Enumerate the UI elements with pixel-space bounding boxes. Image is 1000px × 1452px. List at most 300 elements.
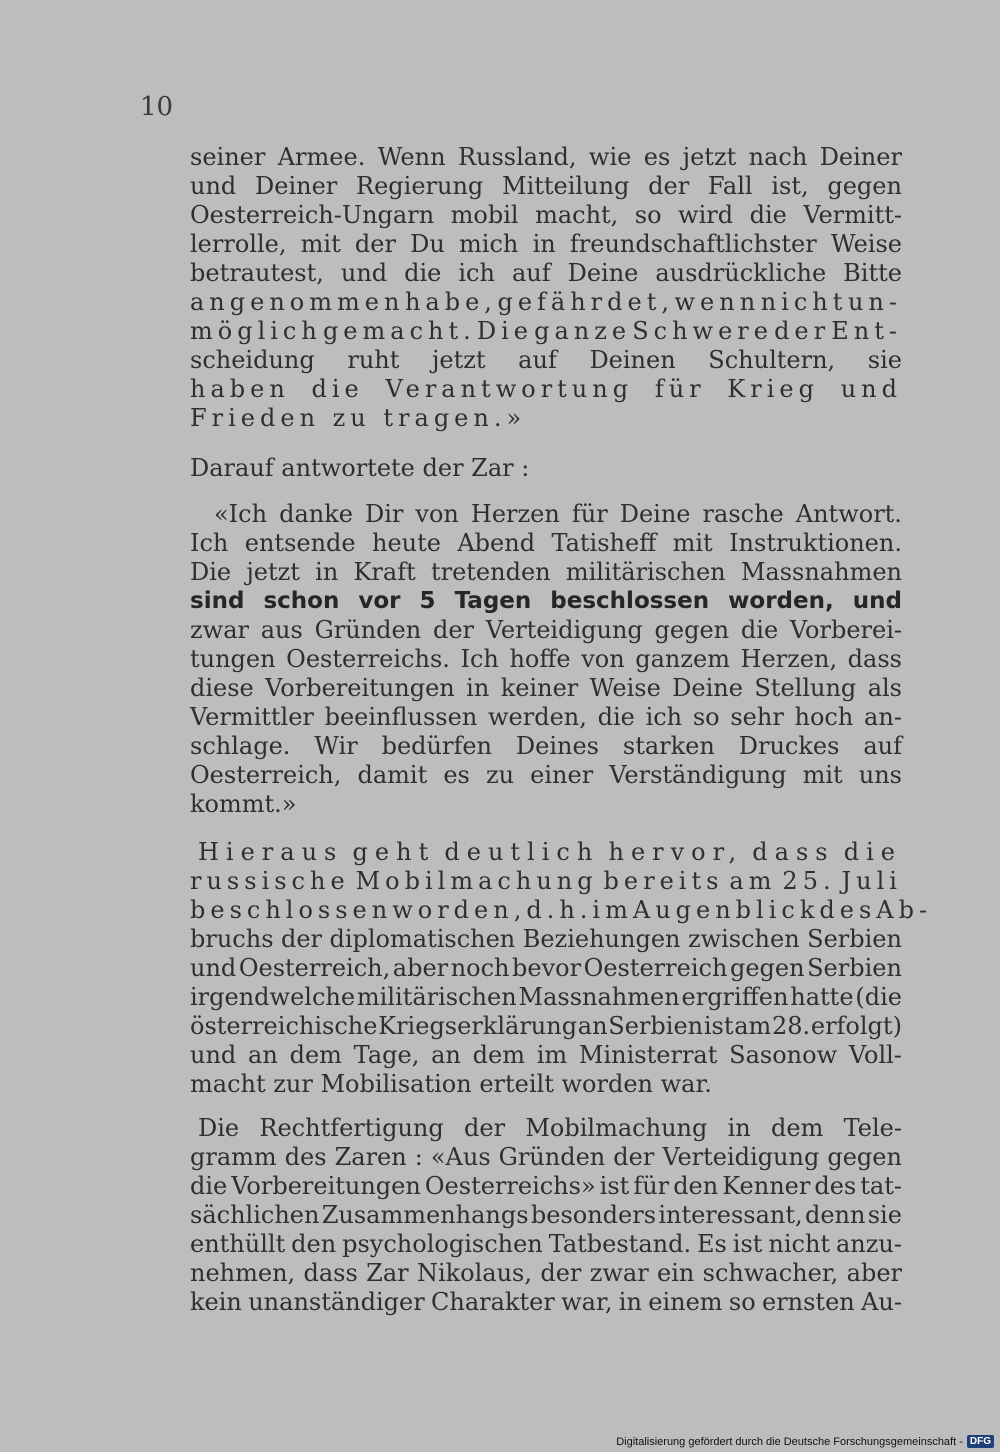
text-line: Frieden zu tragen.»	[190, 404, 527, 432]
word: Juli	[841, 867, 902, 895]
word: ist	[703, 1012, 734, 1040]
word: die	[740, 616, 779, 644]
word: tat-	[860, 1172, 902, 1200]
word: Ich	[460, 645, 499, 673]
text-line	[190, 1012, 902, 1041]
text-line	[190, 1041, 902, 1070]
word: in	[466, 674, 490, 702]
text-line	[190, 954, 902, 983]
word: interessant,	[658, 1201, 803, 1229]
word: Augenblick	[632, 896, 820, 924]
word: Ministerrat	[578, 1041, 718, 1069]
word: angenommen	[190, 288, 405, 316]
word: damit	[357, 761, 428, 789]
text-line	[190, 732, 902, 761]
word: Ab-	[876, 896, 933, 924]
word: möglich	[190, 317, 322, 345]
word: ich	[458, 259, 495, 287]
word: geht	[352, 838, 436, 866]
word: der	[774, 317, 831, 345]
word: Oesterreichs.	[286, 645, 450, 673]
word: war,	[561, 1288, 613, 1316]
word: :	[414, 1143, 423, 1171]
word: beschlossen	[190, 896, 393, 924]
word: Zaren	[334, 1143, 407, 1171]
word: «Ich	[214, 500, 268, 528]
word: des	[819, 896, 877, 924]
word: ruht	[347, 346, 400, 374]
word: österreichische	[190, 1012, 378, 1040]
word: Deine	[619, 500, 691, 528]
word: ausdrückliche	[655, 259, 827, 287]
word: Verantwortung	[385, 375, 634, 403]
word: einem	[648, 1288, 723, 1316]
word: einer	[530, 761, 594, 789]
word: die	[597, 703, 635, 731]
word: und	[340, 259, 388, 287]
word: lerrolle,	[190, 230, 287, 258]
word: jetzt	[682, 143, 737, 171]
word: im	[536, 1041, 568, 1069]
word: auf	[518, 346, 557, 374]
word: betrautest,	[190, 259, 324, 287]
word: Verteidigung	[662, 1143, 820, 1171]
word: freundschaftlichster	[569, 230, 817, 258]
word: Deiner	[255, 172, 338, 200]
text-line	[190, 1172, 902, 1201]
word: so	[728, 1288, 756, 1316]
text-line	[190, 1114, 902, 1143]
word: zwar	[190, 616, 249, 644]
word: wie	[588, 143, 632, 171]
word: und	[190, 172, 237, 200]
word: «Aus	[430, 1143, 491, 1171]
word: Weise	[830, 230, 902, 258]
word: nehmen,	[190, 1259, 296, 1287]
word: des	[814, 1172, 857, 1200]
word: bruchs	[190, 925, 274, 953]
word: Gründen	[314, 616, 422, 644]
word: Gründen	[498, 1143, 606, 1171]
footer-credit	[616, 1435, 994, 1448]
word: der	[613, 1143, 655, 1171]
word: Massnahmen	[518, 983, 680, 1011]
word: besonders	[530, 1201, 657, 1229]
word: Stellung	[754, 674, 857, 702]
word: Weise	[589, 674, 661, 702]
word: dass	[847, 645, 902, 673]
word: der	[280, 925, 323, 953]
word: der	[540, 1259, 582, 1287]
text-line: macht zur Mobilisation erteilt worden war.	[190, 1070, 712, 1098]
dfg-logo-icon: DFG	[967, 1435, 994, 1448]
word: vor	[358, 588, 401, 614]
word: ist,	[771, 172, 809, 200]
text-line	[190, 703, 902, 732]
word: gramm	[190, 1143, 277, 1171]
word: bedürfen	[381, 732, 492, 760]
word: und	[852, 588, 902, 614]
word: 5	[419, 588, 436, 614]
word: heute	[372, 529, 441, 557]
word: sind	[190, 588, 245, 614]
word: Nikolaus,	[416, 1259, 532, 1287]
word: Kriegserklärung	[378, 1012, 578, 1040]
word: die	[190, 1172, 228, 1200]
word: Die	[198, 1114, 240, 1142]
text-line	[190, 761, 902, 790]
word: und	[190, 954, 237, 982]
word: Herzen,	[740, 645, 838, 673]
word: hatte	[790, 983, 854, 1011]
word: zwar	[589, 1259, 649, 1287]
word: die	[749, 201, 787, 229]
text-line	[190, 172, 902, 201]
word: Vorbereitungen	[231, 1172, 421, 1200]
word: dem	[472, 1041, 525, 1069]
word: Sasonow	[729, 1041, 838, 1069]
word: als	[867, 674, 902, 702]
word: Mobilmachung	[355, 867, 598, 895]
word: den	[291, 1230, 337, 1258]
word: der	[464, 1114, 506, 1142]
word: Zar	[366, 1259, 409, 1287]
word: Tagen	[454, 588, 532, 614]
word: bevor	[512, 954, 582, 982]
word: Russland,	[457, 143, 577, 171]
word: Beziehungen	[522, 925, 681, 953]
paragraph-5	[190, 1114, 902, 1317]
word: militärischen	[565, 558, 726, 586]
word: Instruktionen.	[729, 529, 902, 557]
word: Bitte	[843, 259, 902, 287]
word: mich	[459, 230, 519, 258]
word: Deines	[515, 732, 599, 760]
word: an	[431, 1041, 461, 1069]
word: nicht	[760, 288, 848, 316]
word: bereits	[603, 867, 724, 895]
word: Ent-	[831, 317, 902, 345]
word: gefährdet,	[497, 288, 674, 316]
word: es	[443, 761, 470, 789]
word: gemacht.	[322, 317, 476, 345]
word: Armee.	[277, 143, 366, 171]
word: wird	[678, 201, 734, 229]
word: habe,	[404, 288, 497, 316]
word: psychologischen	[342, 1230, 543, 1258]
word: Antwort.	[795, 500, 902, 528]
word: Voll-	[848, 1041, 902, 1069]
word: Oesterreich-Ungarn	[190, 201, 435, 229]
text-line	[190, 529, 902, 558]
word: erfolgt)	[810, 1012, 902, 1040]
word: ist	[599, 1172, 630, 1200]
word: Serbien	[608, 1012, 704, 1040]
word: in	[727, 1114, 751, 1142]
word: zu	[485, 761, 515, 789]
word: worden,	[392, 896, 527, 924]
word: un-	[847, 288, 902, 316]
word: Verständigung	[609, 761, 787, 789]
word: Abend	[457, 529, 536, 557]
word: mobil	[450, 201, 519, 229]
word: d.	[526, 896, 560, 924]
word: am	[734, 1012, 772, 1040]
word: auf	[511, 259, 551, 287]
word: so	[634, 201, 662, 229]
highlighted-text-line	[190, 587, 902, 616]
text-line	[190, 375, 902, 404]
word: gegen	[827, 1143, 902, 1171]
word: Tatbestand.	[548, 1230, 692, 1258]
word: seiner	[190, 143, 266, 171]
text-line	[190, 259, 902, 288]
text-line: Darauf antwortete der Zar :	[190, 454, 530, 482]
word: Regierung	[356, 172, 484, 200]
word: in	[315, 558, 339, 586]
word: Massnahmen	[740, 558, 902, 586]
word: schwacher,	[702, 1259, 839, 1287]
word: auf	[863, 732, 902, 760]
word: Au-	[861, 1288, 902, 1316]
word: Die	[190, 558, 232, 586]
word: ganze	[534, 317, 632, 345]
word: ergriffen	[681, 983, 789, 1011]
text-line	[190, 317, 902, 346]
word: Vermittler	[190, 703, 314, 731]
text-line	[190, 1201, 902, 1230]
word: Oesterreich,	[190, 761, 342, 789]
word: es	[643, 143, 671, 171]
paragraph-2	[190, 454, 902, 483]
word: Zusammenhangs	[321, 1201, 529, 1229]
word: beeinflussen	[324, 703, 478, 731]
word: Tage,	[353, 1041, 420, 1069]
word: Oesterreich,	[238, 954, 391, 982]
word: Deinen	[589, 346, 676, 374]
word: ein	[657, 1259, 695, 1287]
word: mit	[672, 529, 713, 557]
footer-text: Digitalisierung gefördert durch die Deutsche Forschungsgemeinschaft -	[616, 1435, 963, 1448]
word: der	[432, 616, 474, 644]
word: haben	[190, 375, 290, 403]
word: Kenner	[722, 1172, 811, 1200]
word: Mobilmachung	[525, 1114, 708, 1142]
word: Vermitt-	[803, 201, 902, 229]
word: am	[729, 867, 777, 895]
text-line	[190, 1259, 902, 1288]
word: Oesterreich	[583, 954, 728, 982]
word: Deiner	[819, 143, 902, 171]
word: Verteidigung	[485, 616, 643, 644]
word: Tatisheff	[551, 529, 657, 557]
word: macht,	[535, 201, 619, 229]
word: ist	[732, 1230, 763, 1258]
word: mit	[802, 761, 843, 789]
word: sächlichen	[190, 1201, 320, 1229]
word: mit	[300, 230, 341, 258]
text-line	[190, 558, 902, 587]
word: Fall	[707, 172, 753, 200]
word: nicht	[768, 1230, 831, 1258]
word: Kraft	[353, 558, 416, 586]
word: der	[648, 172, 690, 200]
word: Rechtfertigung	[259, 1114, 444, 1142]
word: im	[592, 896, 633, 924]
word: des	[284, 1143, 327, 1171]
word: aus	[260, 616, 303, 644]
word: h.	[559, 896, 593, 924]
word: sie	[867, 1201, 902, 1229]
word: jetzt	[246, 558, 300, 586]
word: Du	[410, 230, 445, 258]
word: zwischen	[687, 925, 800, 953]
word: in	[532, 230, 556, 258]
word: militärischen	[356, 983, 517, 1011]
word: anzu-	[836, 1230, 902, 1258]
word: die	[404, 259, 442, 287]
word: denn	[804, 1201, 866, 1229]
word: 25.	[782, 867, 836, 895]
word: dass	[752, 838, 835, 866]
word: ernsten	[761, 1288, 855, 1316]
word: für	[654, 375, 706, 403]
word: von	[581, 645, 625, 673]
word: Wir	[314, 732, 358, 760]
word: schon	[263, 588, 340, 614]
word: diese	[190, 674, 254, 702]
text-line	[190, 896, 933, 925]
word: tungen	[190, 645, 276, 673]
text-line	[190, 645, 902, 674]
word: Vorbereitungen	[265, 674, 455, 702]
word: gegen	[729, 954, 805, 982]
text-line	[190, 838, 902, 867]
word: Dir	[365, 500, 404, 528]
word: unanständiger	[248, 1288, 425, 1316]
word: diplomatischen	[329, 925, 516, 953]
word: an	[248, 1041, 278, 1069]
word: Mitteilung	[502, 172, 630, 200]
word: uns	[858, 761, 902, 789]
word: Oesterreichs»	[424, 1172, 596, 1200]
word: an	[577, 1012, 608, 1040]
text-line	[190, 230, 902, 259]
word: ich	[645, 703, 683, 731]
text-line	[190, 925, 902, 954]
word: Serbien	[807, 925, 902, 953]
text-line	[190, 1143, 902, 1172]
word: Herzen	[470, 500, 560, 528]
word: 28.	[771, 1012, 811, 1040]
word: scheidung	[190, 346, 315, 374]
word: gegen	[827, 172, 902, 200]
paragraph-3-quote	[190, 500, 902, 819]
word: für	[633, 1172, 670, 1200]
word: entsende	[244, 529, 356, 557]
word: Schwere	[632, 317, 773, 345]
word: Deine	[567, 259, 639, 287]
word: ganzem	[635, 645, 730, 673]
word: wenn	[674, 288, 761, 316]
word: hervor,	[608, 838, 744, 866]
word: hoch	[794, 703, 854, 731]
text-line	[190, 983, 902, 1012]
word: Serbien	[807, 954, 902, 982]
text-line	[190, 143, 902, 172]
word: dem	[771, 1114, 824, 1142]
text-line	[190, 867, 902, 896]
word: enthüllt	[190, 1230, 286, 1258]
text-line	[190, 1288, 902, 1317]
word: deutlich	[444, 838, 600, 866]
word: aber	[846, 1259, 902, 1287]
word: gegen	[654, 616, 730, 644]
word: Hieraus	[198, 838, 344, 866]
word: Die	[476, 317, 533, 345]
word: sehr	[730, 703, 784, 731]
word: von	[415, 500, 459, 528]
word: so	[692, 703, 720, 731]
text-line	[190, 346, 902, 375]
word: keiner	[500, 674, 579, 702]
word: Wenn	[377, 143, 446, 171]
word: hoffe	[509, 645, 571, 673]
word: schlage.	[190, 732, 291, 760]
word: in	[618, 1288, 642, 1316]
word: dass	[303, 1259, 358, 1287]
text-line	[190, 288, 902, 317]
word: nach	[748, 143, 808, 171]
word: werden,	[488, 703, 587, 731]
word: Deine	[672, 674, 743, 702]
paragraph-4	[190, 838, 933, 1099]
text-line: kommt.»	[190, 790, 297, 818]
text-line	[190, 616, 902, 645]
word: den	[673, 1172, 719, 1200]
word: (die	[855, 983, 902, 1011]
word: Ich	[190, 529, 229, 557]
word: tretenden	[430, 558, 551, 586]
word: für	[571, 500, 608, 528]
word: worden,	[728, 588, 834, 614]
paragraph-1	[190, 143, 902, 433]
word: irgendwelche	[190, 983, 356, 1011]
word: und	[190, 1041, 237, 1069]
word: rasche	[702, 500, 784, 528]
word: die	[311, 375, 364, 403]
word: Es	[697, 1230, 727, 1258]
word: sie	[867, 346, 902, 374]
word: die	[843, 838, 902, 866]
word: danke	[279, 500, 353, 528]
word: der	[354, 230, 396, 258]
word: starken	[622, 732, 715, 760]
word: jetzt	[431, 346, 486, 374]
word: Vorberei-	[789, 616, 902, 644]
word: beschlossen	[550, 588, 710, 614]
word: kein	[190, 1288, 242, 1316]
word: noch	[450, 954, 510, 982]
text-line	[190, 1230, 902, 1259]
word: Tele-	[843, 1114, 902, 1142]
word: Druckes	[738, 732, 840, 760]
word: dem	[289, 1041, 342, 1069]
text-line	[190, 674, 902, 703]
word: russische	[190, 867, 350, 895]
page-number: 10	[140, 92, 174, 122]
word: Charakter	[431, 1288, 555, 1316]
